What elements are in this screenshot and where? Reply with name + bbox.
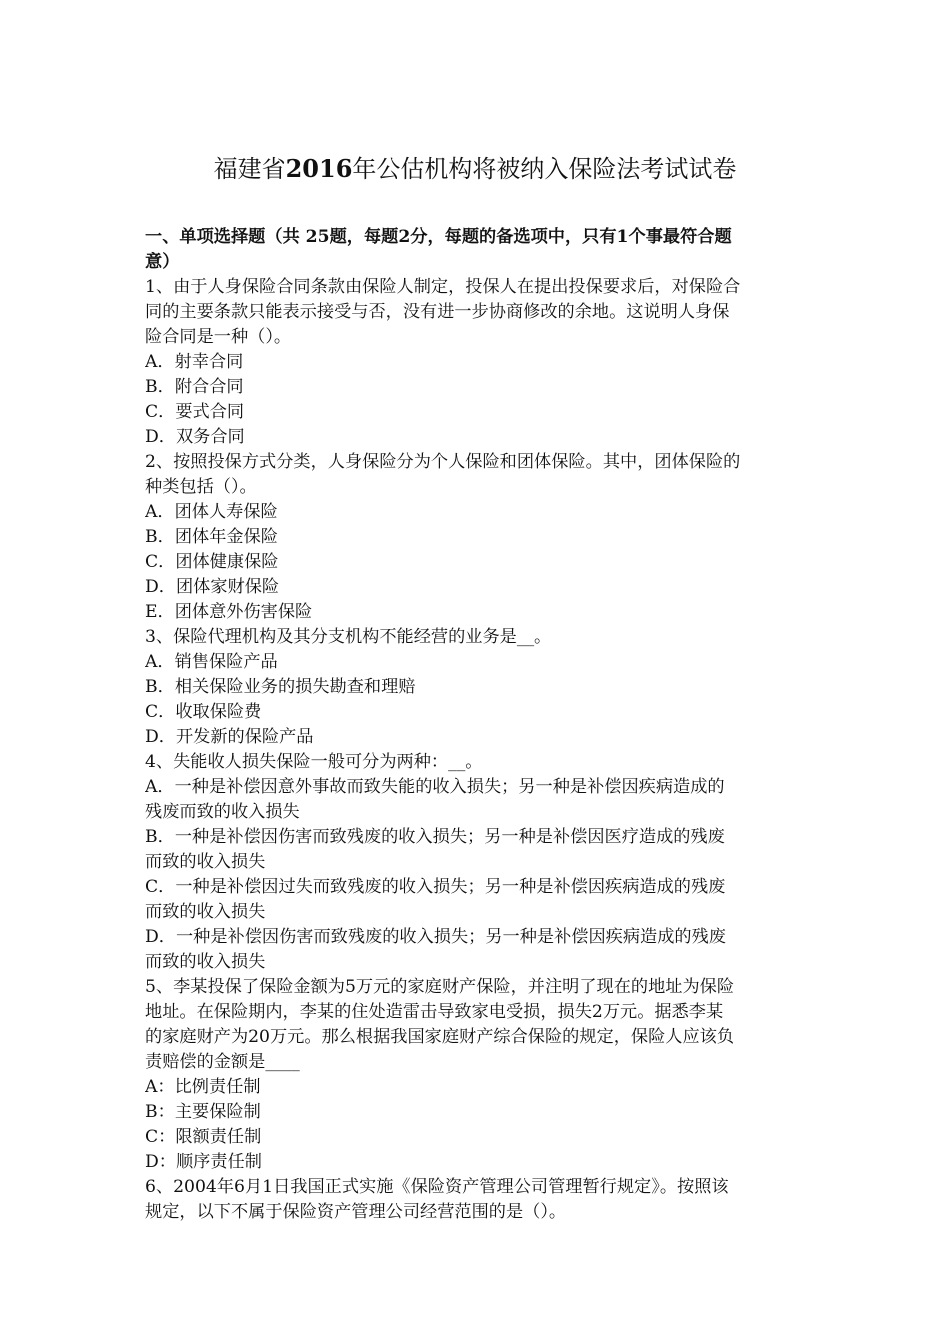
- q2-text: 2、按照投保方式分类，人身保险分为个人保险和团体保险。其中，团体保险的: [145, 452, 741, 472]
- q2-text: 种类包括（）。: [145, 477, 257, 497]
- q4-option: D．一种是补偿因伤害而致残废的收入损失；另一种是补偿因疾病造成的残废: [145, 927, 726, 947]
- q5-text: 责赔偿的金额是____: [145, 1052, 300, 1072]
- q2-option: A．团体人寿保险: [145, 502, 278, 522]
- q4-option: A．一种是补偿因意外事故而致失能的收入损失；另一种是补偿因疾病造成的: [145, 777, 725, 797]
- q5-option: A：比例责任制: [145, 1077, 261, 1097]
- q4-text: 4、失能收人损失保险一般可分为两种：__。: [145, 752, 483, 772]
- q1-text: 险合同是一种（）。: [145, 327, 292, 347]
- q2-option: D．团体家财保险: [145, 577, 280, 597]
- title-year: 2016: [285, 154, 353, 183]
- q1-text: 同的主要条款只能表示接受与否，没有进一步协商修改的余地。这说明人身保: [145, 302, 730, 322]
- q3-option: C．收取保险费: [145, 702, 262, 722]
- document-title: [0, 152, 950, 186]
- q5-option: C：限额责任制: [145, 1127, 262, 1147]
- q1-option: A．射幸合同: [145, 352, 244, 372]
- q4-option: 而致的收入损失: [145, 852, 266, 872]
- q3-text: 3、保险代理机构及其分支机构不能经营的业务是__。: [145, 627, 552, 647]
- q1-option: C．要式合同: [145, 402, 245, 422]
- q6-text: 规定，以下不属于保险资产管理公司经营范围的是（）。: [145, 1202, 567, 1222]
- q5-text: 的家庭财产为20万元。那么根据我国家庭财产综合保险的规定，保险人应该负: [145, 1027, 735, 1047]
- q2-option: C．团体健康保险: [145, 552, 279, 572]
- q3-option: A．销售保险产品: [145, 652, 278, 672]
- q1-option: B．附合合同: [145, 377, 244, 397]
- q1-text: 1、由于人身保险合同条款由保险人制定，投保人在提出投保要求后，对保险合: [145, 277, 741, 297]
- q5-option: D：顺序责任制: [145, 1152, 262, 1172]
- q5-text: 5、李某投保了保险金额为5万元的家庭财产保险，并注明了现在的地址为保险: [145, 977, 735, 997]
- q3-option: B．相关保险业务的损失勘查和理赔: [145, 677, 416, 697]
- q4-option: 而致的收入损失: [145, 952, 266, 972]
- section-heading: 一、单项选择题（共 25题，每题2分，每题的备选项中，只有1个事最符合题: [145, 227, 732, 247]
- q4-option: 残废而致的收入损失: [145, 802, 300, 822]
- q6-text: 6、2004年6月1日我国正式实施《保险资产管理公司管理暂行规定》。按照该: [145, 1177, 729, 1197]
- q2-option: E．团体意外伤害保险: [145, 602, 313, 622]
- q1-option: D．双务合同: [145, 427, 245, 447]
- q5-text: 地址。在保险期内，李某的住处造雷击导致家电受损，损失2万元。据悉李某: [145, 1002, 724, 1022]
- q4-option: C．一种是补偿因过失而致残废的收入损失；另一种是补偿因疾病造成的残废: [145, 877, 726, 897]
- q4-option: B．一种是补偿因伤害而致残废的收入损失；另一种是补偿因医疗造成的残废: [145, 827, 725, 847]
- q4-option: 而致的收入损失: [145, 902, 266, 922]
- q3-option: D．开发新的保险产品: [145, 727, 314, 747]
- document-body: [145, 225, 807, 1225]
- q5-option: B：主要保险制: [145, 1102, 261, 1122]
- q2-option: B．团体年金保险: [145, 527, 278, 547]
- title-suffix: 年公估机构将被纳入保险法考试试卷: [352, 155, 737, 183]
- title-prefix: 福建省: [213, 155, 286, 183]
- section-heading-continued: 意）: [145, 252, 180, 272]
